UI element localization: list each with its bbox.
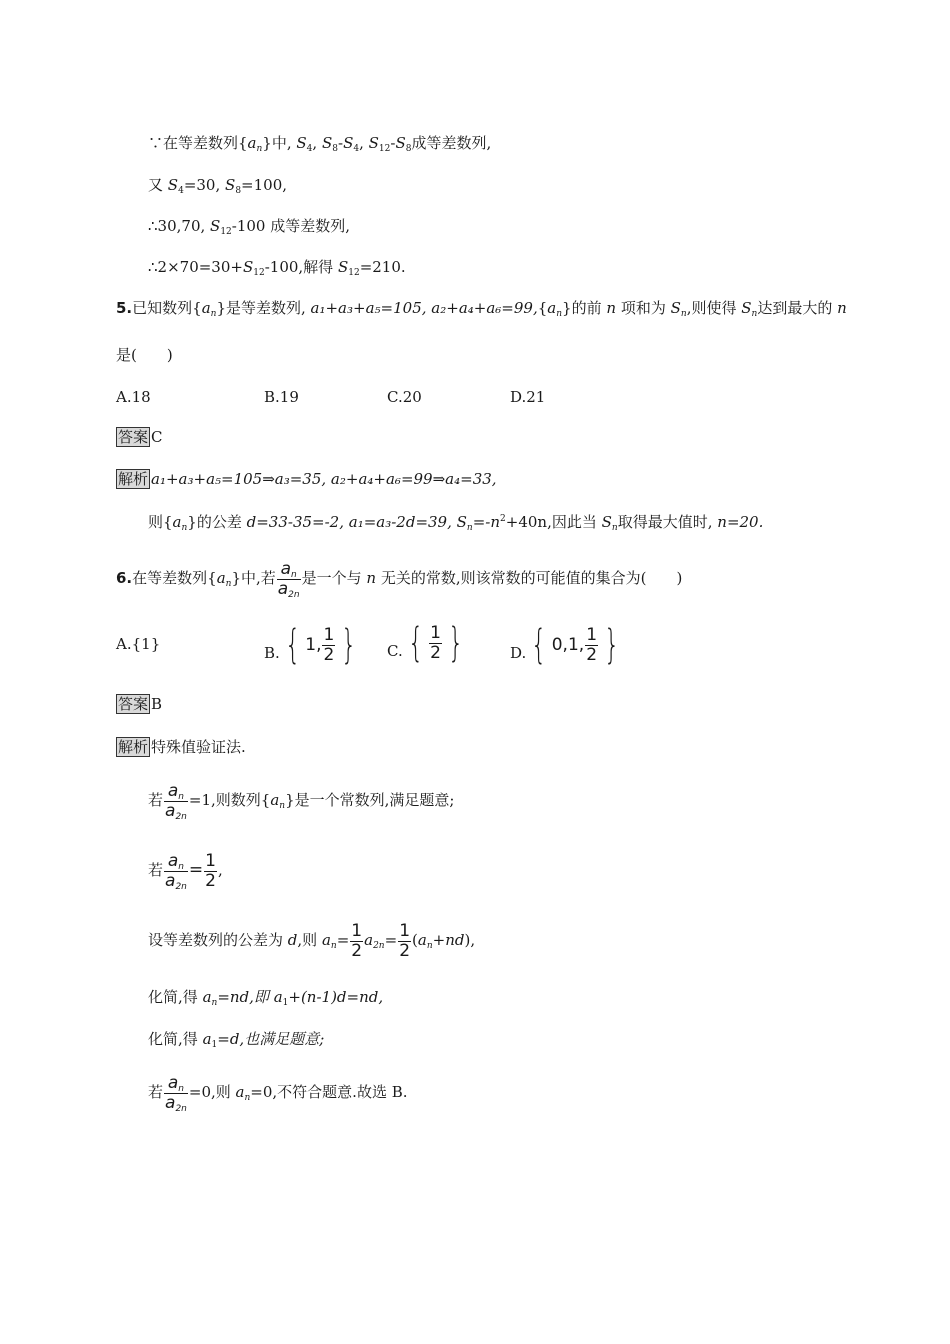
q5-analysis-2: 则$\{a_n\}$的公差 d=33-35=-2, a₁=a₃-2d=39, $S_n=-n^2+40n$,因此当 $S_n$取得最大值时, n=20. <box>148 513 764 533</box>
solution-line-1: ∵在等差数列$\{a_n\}$中, $S_4$, $S_8-S_4$, $S_{12}-S_8$成等差数列, <box>148 134 492 154</box>
q6-analysis-head: 解析 特殊值验证法. <box>118 738 246 756</box>
analysis-tag: 解析 <box>118 470 149 488</box>
q6-option-b: B. { 1 , $\frac{1}{2}$ } <box>264 622 357 668</box>
q6-option-d: D. { 0 , 1 , $\frac{1}{2}$ } <box>510 622 620 668</box>
q6-case-2: 若 $\frac{a_n}{a_{2n}}$ = $\frac{1}{2}$ , <box>148 850 223 892</box>
q6-case-4: 若 $\frac{a_n}{a_{2n}}$ =0,则 $a_n=0$,不符合题意.故选 B. <box>148 1072 408 1114</box>
q6-case-1: 若 $\frac{a_n}{a_{2n}}$ =1,则数列$\{a_n\}$是一个常数列,满足题意; <box>148 780 455 822</box>
q6-simplify-1: 化简,得 $a_n=nd$,即 $a_1+(n-1)d=nd$, <box>148 988 384 1008</box>
question-5-stem-cont: 是( ) <box>116 346 173 364</box>
q5-option-a: A.18 <box>116 388 151 406</box>
q5-answer <box>116 427 163 447</box>
question-number: 6. <box>116 569 133 587</box>
question-5-stem: 5.已知数列$\{a_n\}$是等差数列, a₁+a₃+a₅=105, $a_2+a_4+a_6=99,\{a_n\}$的前 n 项和为 $S_n$,则使得 $S_n$达到最大的 n <box>116 299 847 319</box>
question-6-stem: 6.在等差数列$\{a_n\}$中,若 $\frac{a_n}{a_{2n}}$ 是一个与 n 无关的常数,则该常数的可能值的集合为( ) <box>116 558 683 600</box>
q5-option-b: B.19 <box>264 388 299 406</box>
question-number: 5. <box>116 299 133 317</box>
q5-analysis-1: 解析 a₁+a₃+a₅=105⇒a₃=35, a₂+a₄+a₆=99⇒a₄=33, <box>118 470 497 488</box>
answer-value: B <box>151 695 163 713</box>
answer-tag: 答案 <box>118 695 149 713</box>
q6-case-3: 设等差数列的公差为 d,则 $a_n=$ $\frac{1}{2}$ $a_{2n}=$ $\frac{1}{2}$ $(a_n+nd)$, <box>148 920 476 961</box>
fraction-an-a2n: $\frac{a_n}{a_{2n}}$ <box>277 558 300 600</box>
q5-option-c: C.20 <box>387 388 422 406</box>
solution-line-2: 又 $S_4=30$, $S_8=100$, <box>148 176 288 196</box>
answer-value: C <box>151 428 163 446</box>
solution-line-3: ∴30,70, $S_{12}-100$ 成等差数列, <box>148 217 351 237</box>
q6-option-a: A.{1} <box>116 635 161 653</box>
q6-simplify-2: 化简,得 $a_1=d$,也满足题意; <box>148 1030 325 1050</box>
solution-line-4: $\therefore 2\times 70=30+S_{12}-100$,解得 $S_{12}=210$. <box>148 258 406 278</box>
analysis-tag: 解析 <box>118 738 149 756</box>
answer-tag: 答案 <box>118 428 149 446</box>
q6-answer <box>116 694 162 714</box>
q5-option-d: D.21 <box>510 388 546 406</box>
q6-option-c: C. { $\frac{1}{2}$ } <box>387 620 464 666</box>
